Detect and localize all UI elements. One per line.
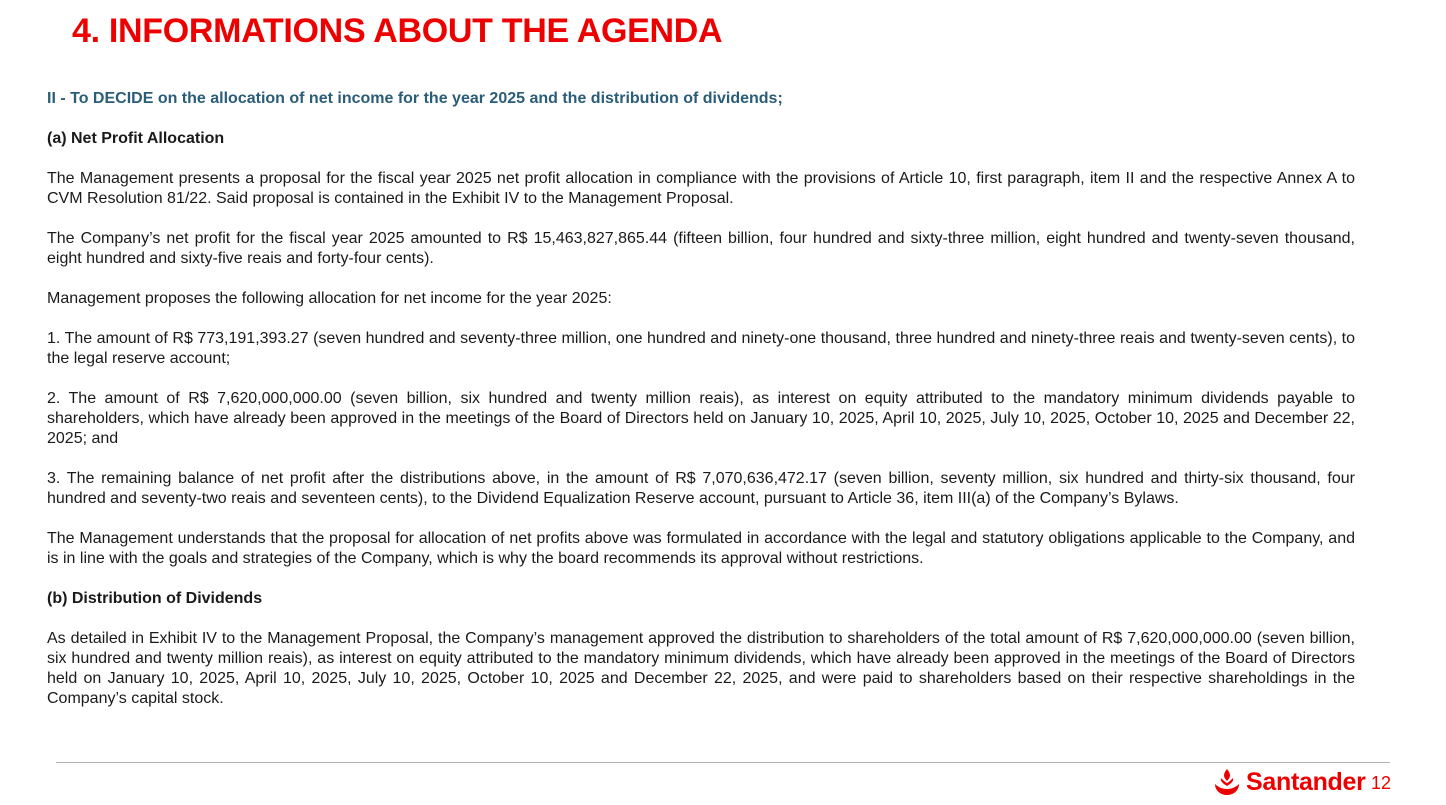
page-number: 12 (1371, 773, 1392, 793)
santander-flame-icon (1212, 767, 1242, 797)
slide-title: 4. INFORMATIONS ABOUT THE AGENDA (72, 12, 723, 50)
management-understanding-paragraph: The Management understands that the proposal for allocation of net profits above was formulated in accordance with the legal and statutory obligations applicable to the Company, and is in line with the goals and strategies of the Company, which is why the board recommends its approval without restrictions. (47, 530, 1355, 567)
allocation-item-legal-reserve: 1. The amount of R$ 773,191,393.27 (seven hundred and seventy-three million, one hundred and ninety-one thousand, three hundred and ninety-three reais and twenty-seven cents), to the legal reserve account; (47, 330, 1355, 367)
allocation-intro-paragraph: Management proposes the following allocation for net income for the year 2025: (47, 290, 612, 307)
net-profit-amount-paragraph: The Company’s net profit for the fiscal year 2025 amounted to R$ 15,463,827,865.44 (fifteen billion, four hundred and sixty-three million, eight hundred and twenty-seven thousand, eight hundred and sixty-five reais and forty-four cents). (47, 230, 1355, 267)
net-profit-allocation-heading: (a) Net Profit Allocation (47, 130, 225, 147)
agenda-content (47, 89, 1355, 729)
dividend-distribution-paragraph: As detailed in Exhibit IV to the Management Proposal, the Company’s management approved the distribution to shareholders of the total amount of R$ 7,620,000,000.00 (seven billion, six hundred and twenty million reais), as interest on equity attributed to the mandatory minimum dividends, which have already been approved in the meetings of the Board of Directors held on January 10, 2025, April 10, 2025, July 10, 2025, October 10, 2025 and December 22, 2025, and were paid to shareholders based on their respective shareholdings in the Company’s capital stock. (47, 630, 1355, 707)
allocation-item-interest-on-equity: 2. The amount of R$ 7,620,000,000.00 (seven billion, six hundred and twenty million reais), as interest on equity attributed to the mandatory minimum dividends payable to shareholders, which have already been approved in the meetings of the Board of Directors held on January 10, 2025, April 10, 2025, July 10, 2025, October 10, 2025 and December 22, 2025; and (47, 390, 1355, 447)
brand-name: Santander (1246, 767, 1366, 796)
santander-logo (1212, 766, 1366, 798)
distribution-of-dividends-heading: (b) Distribution of Dividends (47, 590, 263, 607)
footer-divider (56, 762, 1390, 763)
allocation-proposal-paragraph: The Management presents a proposal for the fiscal year 2025 net profit allocation in compliance with the provisions of Article 10, first paragraph, item II and the respective Annex A to CVM Resolution 81/22. Said proposal is contained in the Exhibit IV to the Management Proposal. (47, 170, 1355, 207)
allocation-item-remaining-balance: 3. The remaining balance of net profit after the distributions above, in the amount of R$ 7,070,636,472.17 (seven billion, seventy million, six hundred and thirty-six thousand, four hundred and seventy-two reais and seventeen cents), to the Dividend Equalization Reserve account, pursuant to Article 36, item III(a) of the Company’s Bylaws. (47, 470, 1355, 507)
agenda-item-heading: II - To DECIDE on the allocation of net income for the year 2025 and the distribution of dividends; (47, 90, 783, 107)
